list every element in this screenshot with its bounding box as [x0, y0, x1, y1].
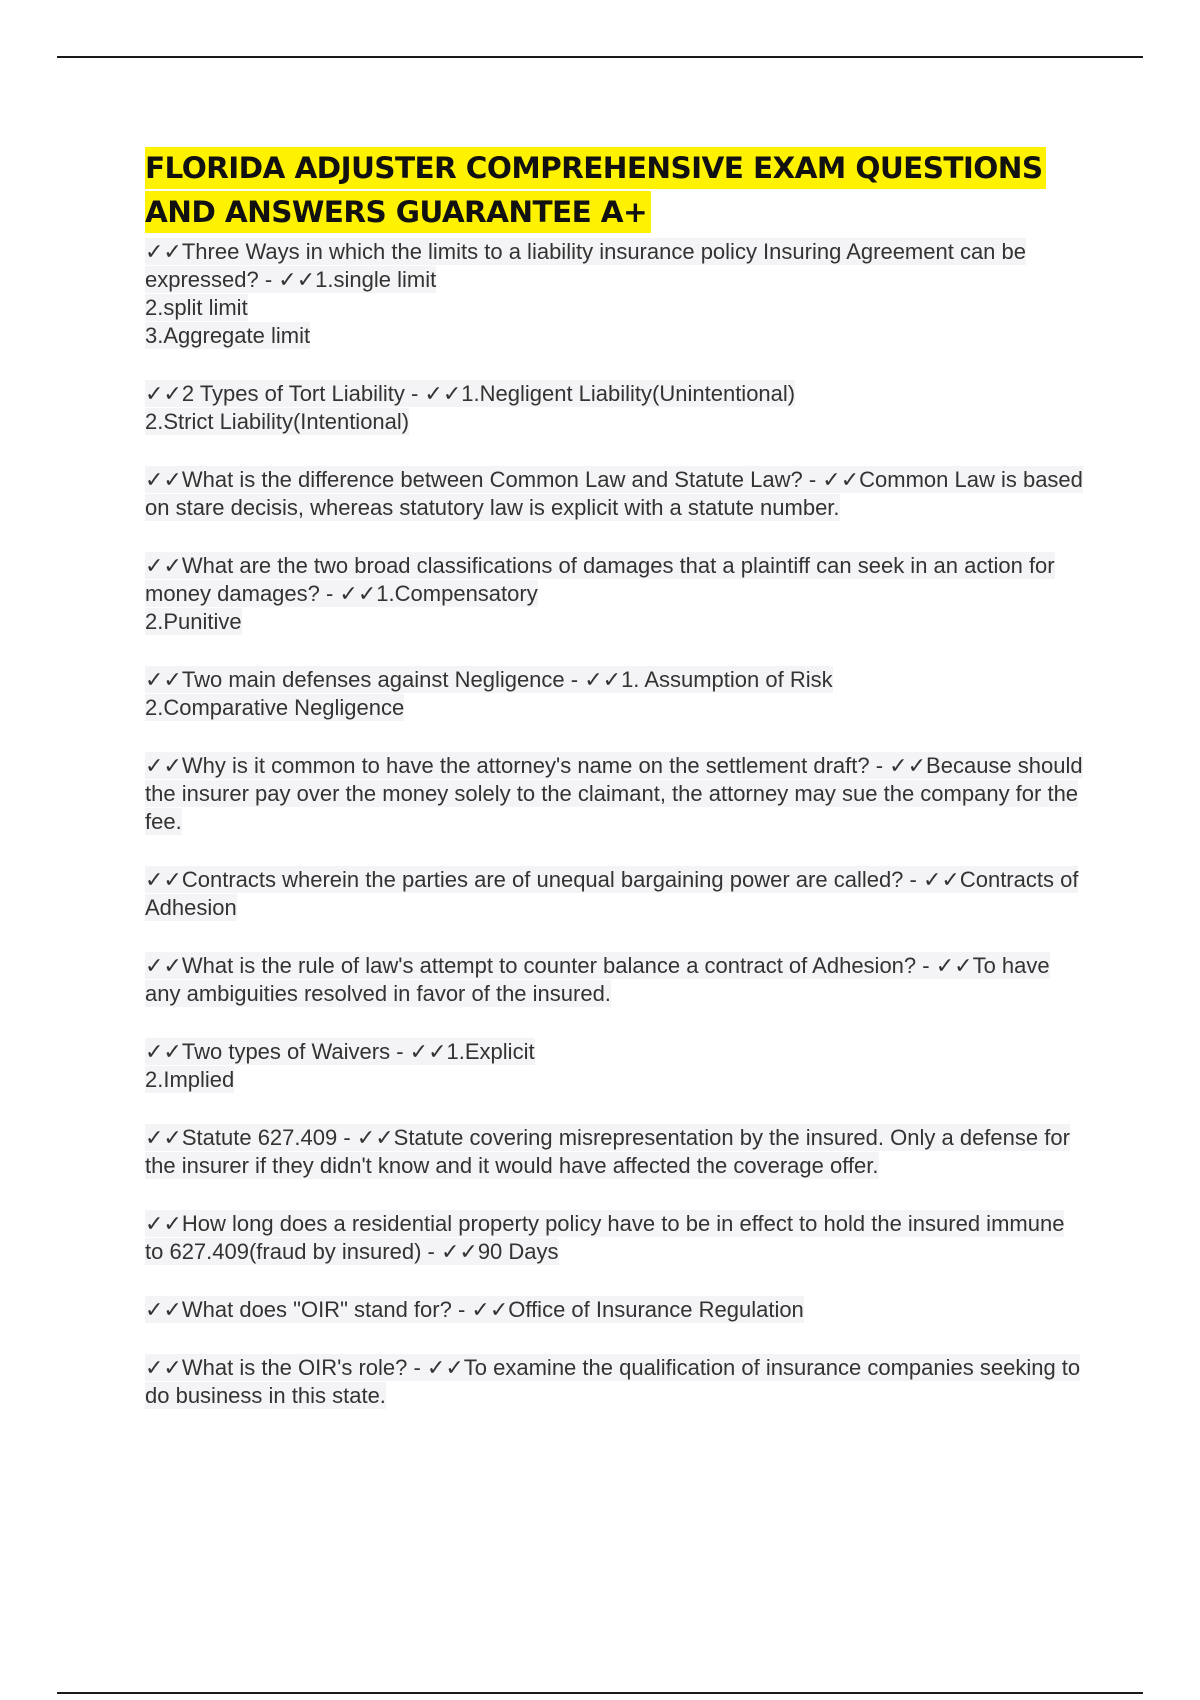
qa-answer-line [145, 408, 1085, 436]
qa-item [145, 1354, 1085, 1410]
qa-answer-line [145, 322, 1085, 350]
qa-answer-text: 2.Punitive [145, 609, 242, 634]
qa-question-answer [145, 1210, 1085, 1266]
qa-text: ✓✓Contracts wherein the parties are of unequal bargaining power are called? - ✓✓Contracts of Adhesion [145, 867, 1079, 920]
qa-text: ✓✓Three Ways in which the limits to a liability insurance policy Insuring Agreement can be expressed? - ✓✓1.single limit [145, 239, 1026, 292]
qa-text: ✓✓Two types of Waivers - ✓✓1.Explicit [145, 1039, 535, 1064]
qa-item [145, 952, 1085, 1008]
qa-question-answer [145, 552, 1085, 608]
qa-item [145, 380, 1085, 436]
qa-answer-line [145, 608, 1085, 636]
qa-item [145, 552, 1085, 636]
qa-question-answer [145, 866, 1085, 922]
qa-answer-line [145, 1066, 1085, 1094]
qa-text: ✓✓2 Types of Tort Liability - ✓✓1.Negligent Liability(Unintentional) [145, 381, 796, 406]
qa-question-answer [145, 380, 1085, 408]
qa-answer-line [145, 294, 1085, 322]
qa-text: ✓✓Two main defenses against Negligence - ✓✓1. Assumption of Risk [145, 667, 833, 692]
qa-answer-text: 2.Comparative Negligence [145, 695, 405, 720]
qa-question-answer [145, 1296, 1085, 1324]
qa-text: ✓✓Why is it common to have the attorney's name on the settlement draft? - ✓✓Because should the insurer pay over the money solely to the claimant, the attorney may sue the company for the fee. [145, 753, 1083, 834]
qa-item [145, 1210, 1085, 1266]
qa-item [145, 666, 1085, 722]
qa-question-answer [145, 466, 1085, 522]
qa-item [145, 1124, 1085, 1180]
qa-item [145, 238, 1085, 350]
document-body [145, 146, 1085, 1440]
top-rule [57, 56, 1143, 58]
page-title [145, 146, 1085, 234]
bottom-rule [57, 1692, 1143, 1694]
qa-text: ✓✓What is the difference between Common Law and Statute Law? - ✓✓Common Law is based on stare decisis, whereas statutory law is explicit with a statute number. [145, 467, 1083, 520]
qa-text: ✓✓Statute 627.409 - ✓✓Statute covering misrepresentation by the insured. Only a defense for the insurer if they didn't know and it would have affected the coverage offer. [145, 1125, 1070, 1178]
qa-question-answer [145, 1038, 1085, 1066]
qa-question-answer [145, 952, 1085, 1008]
qa-answer-text: 3.Aggregate limit [145, 323, 311, 348]
qa-question-answer [145, 238, 1085, 294]
qa-text: ✓✓What does "OIR" stand for? - ✓✓Office of Insurance Regulation [145, 1297, 804, 1322]
qa-question-answer [145, 666, 1085, 694]
qa-item [145, 752, 1085, 836]
qa-item [145, 466, 1085, 522]
qa-text: ✓✓What is the rule of law's attempt to counter balance a contract of Adhesion? - ✓✓To have any ambiguities resolved in favor of the insured. [145, 953, 1050, 1006]
qa-text: ✓✓What are the two broad classifications of damages that a plaintiff can seek in an action for money damages? - ✓✓1.Compensatory [145, 553, 1055, 606]
qa-text: ✓✓How long does a residential property policy have to be in effect to hold the insured immune to 627.409(fraud by insured) - ✓✓90 Days [145, 1211, 1065, 1264]
qa-item [145, 1038, 1085, 1094]
qa-question-answer [145, 752, 1085, 836]
qa-answer-text: 2.split limit [145, 295, 248, 320]
qa-question-answer [145, 1354, 1085, 1410]
qa-list [145, 238, 1085, 1410]
qa-question-answer [145, 1124, 1085, 1180]
qa-answer-text: 2.Implied [145, 1067, 235, 1092]
qa-item [145, 1296, 1085, 1324]
page-title-text: FLORIDA ADJUSTER COMPREHENSIVE EXAM QUESTIONS AND ANSWERS GUARANTEE A+ [145, 147, 1046, 233]
qa-answer-text: 2.Strict Liability(Intentional) [145, 409, 410, 434]
qa-answer-line [145, 694, 1085, 722]
qa-item [145, 866, 1085, 922]
qa-text: ✓✓What is the OIR's role? - ✓✓To examine the qualification of insurance companies seeking to do business in this state. [145, 1355, 1081, 1408]
